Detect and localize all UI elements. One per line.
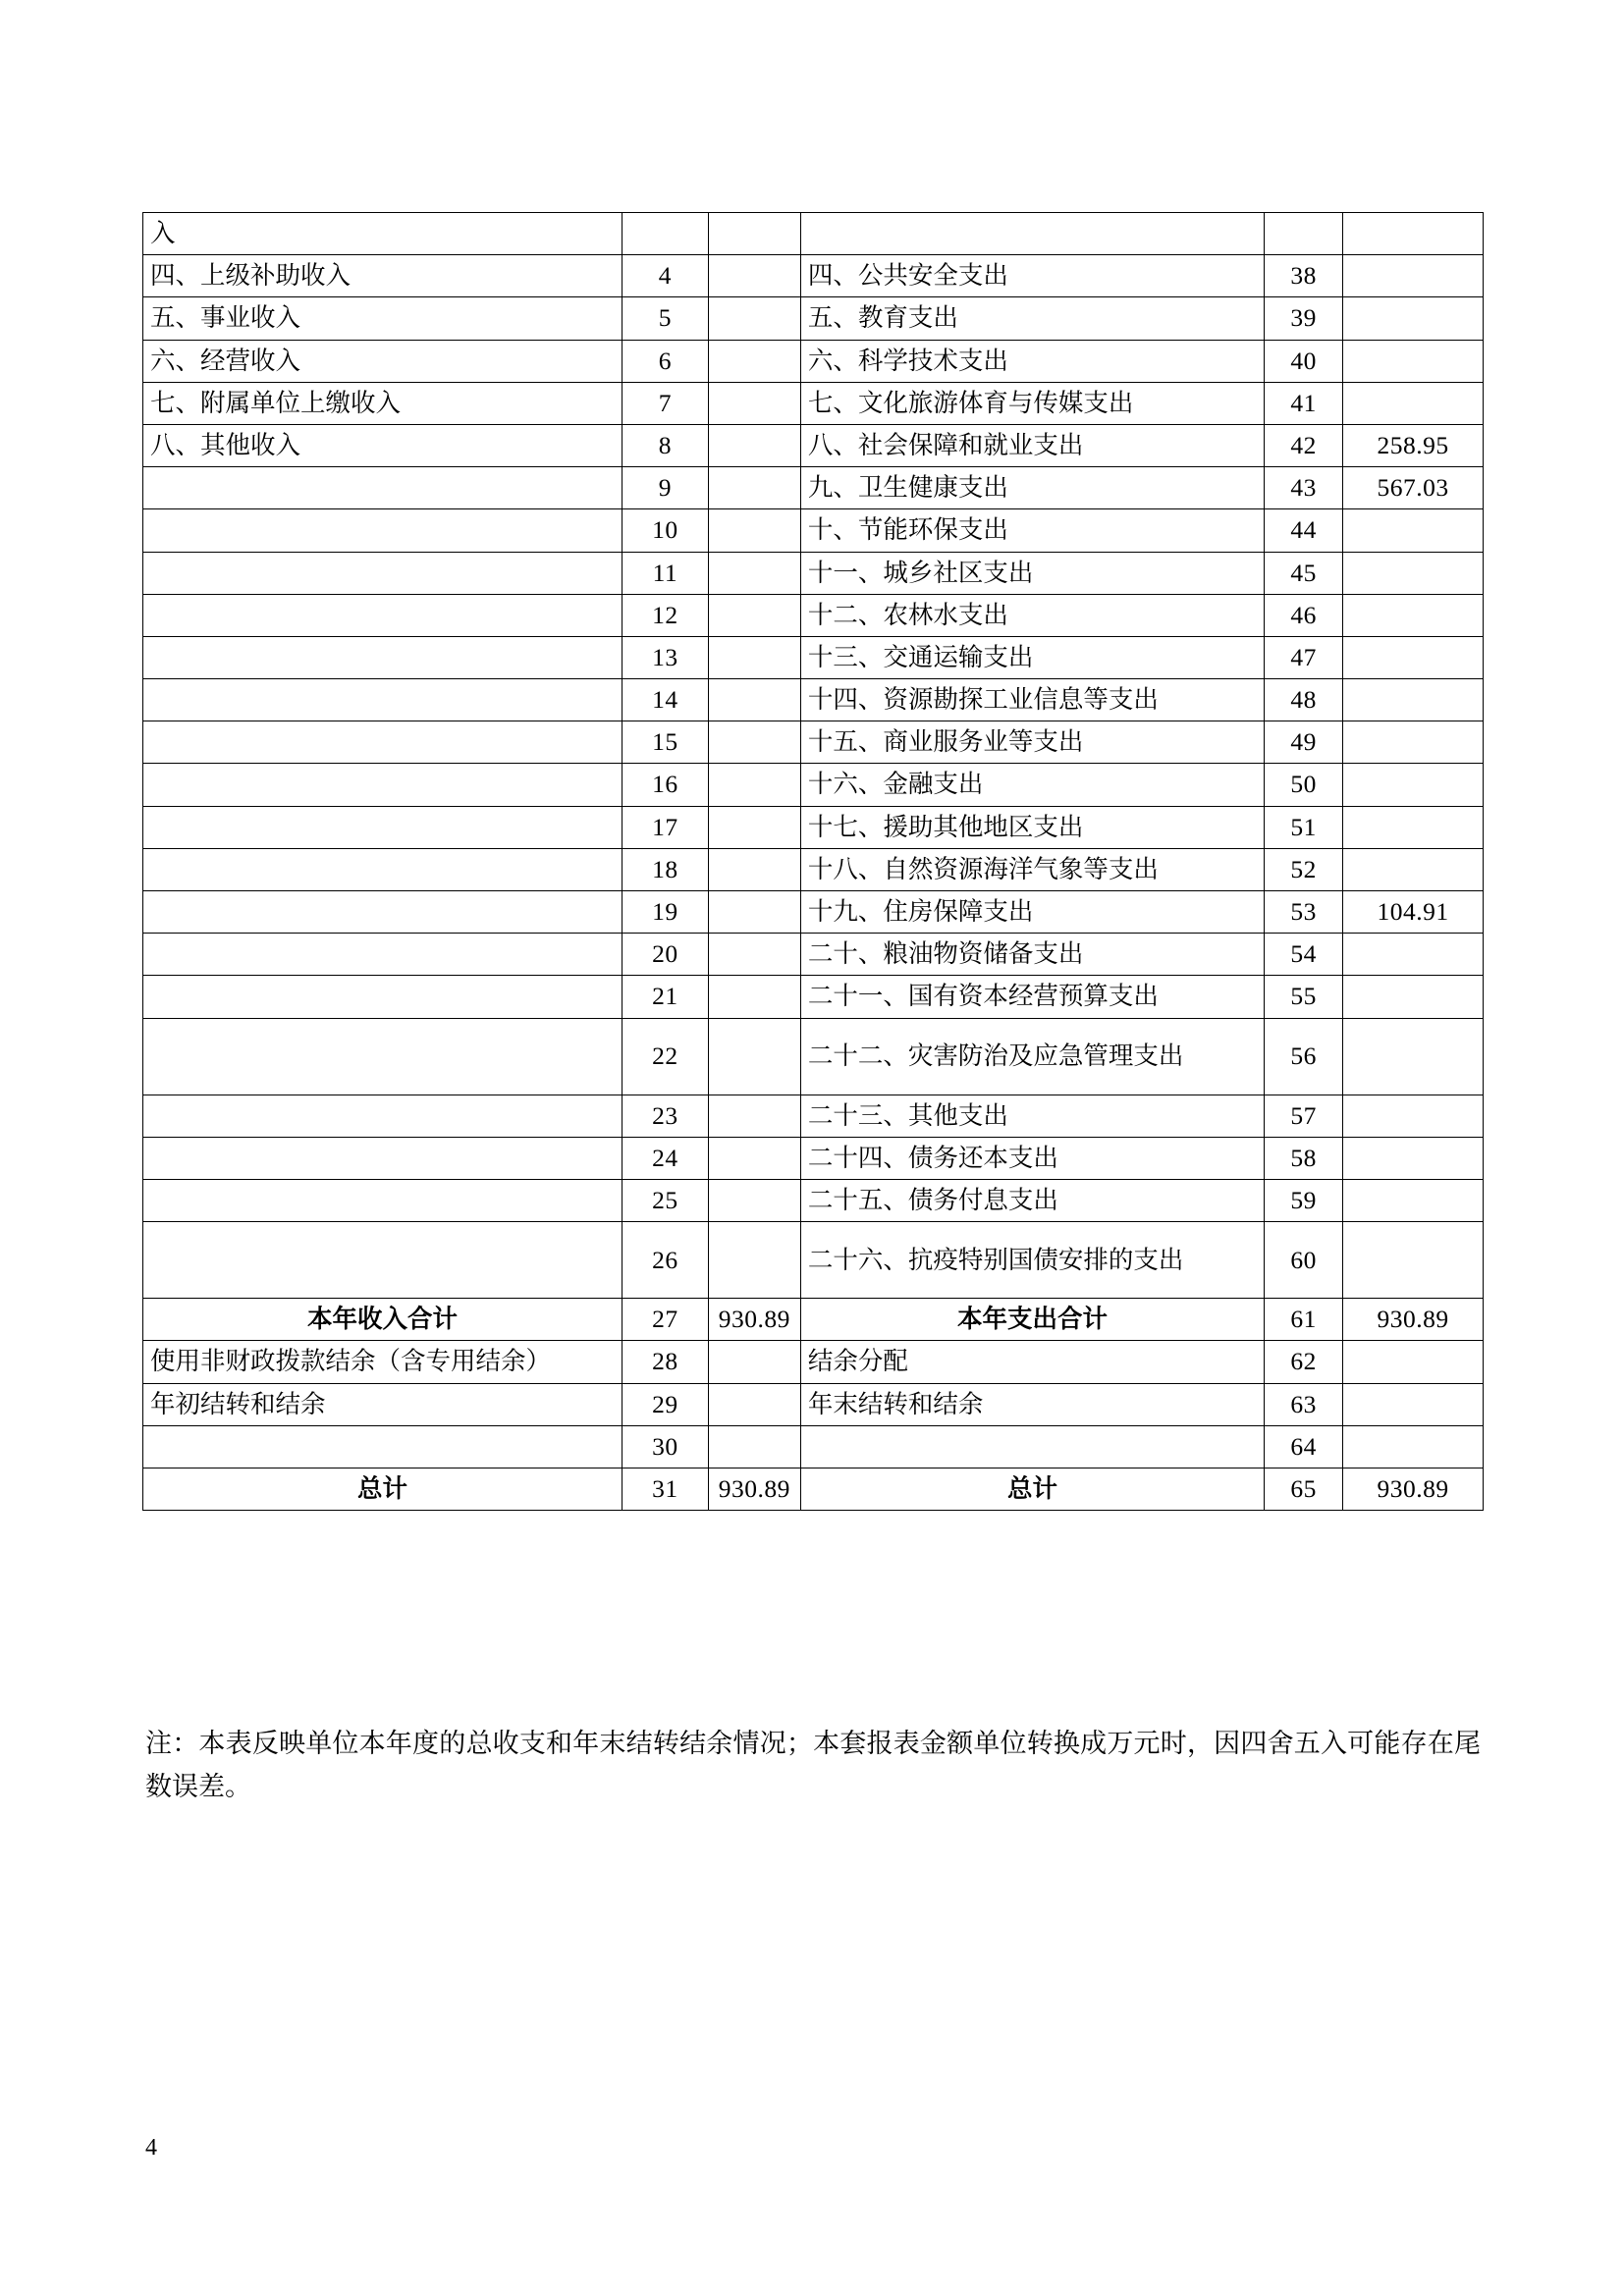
expenditure-row-number: 58 (1265, 1137, 1343, 1179)
expenditure-amount (1343, 382, 1484, 424)
page-number: 4 (145, 2135, 157, 2161)
expenditure-item-label: 总计 (800, 1468, 1264, 1510)
expenditure-row-number: 39 (1265, 297, 1343, 340)
income-amount (708, 1222, 800, 1299)
income-row-number: 17 (622, 806, 708, 848)
income-row-number: 13 (622, 636, 708, 678)
table-row (143, 552, 1484, 594)
expenditure-row-number: 57 (1265, 1095, 1343, 1137)
income-item-label (143, 806, 623, 848)
expenditure-row-number: 50 (1265, 764, 1343, 806)
income-row-number: 10 (622, 509, 708, 552)
expenditure-amount (1343, 340, 1484, 382)
table-row (143, 636, 1484, 678)
expenditure-item-label: 六、科学技术支出 (800, 340, 1264, 382)
expenditure-row-number: 47 (1265, 636, 1343, 678)
expenditure-item-label: 二十三、其他支出 (800, 1095, 1264, 1137)
expenditure-item-label: 十一、城乡社区支出 (800, 552, 1264, 594)
income-amount (708, 1179, 800, 1221)
income-amount (708, 806, 800, 848)
income-item-label (143, 552, 623, 594)
income-amount: 930.89 (708, 1468, 800, 1510)
income-amount (708, 679, 800, 721)
income-amount (708, 1018, 800, 1095)
expenditure-row-number: 45 (1265, 552, 1343, 594)
income-row-number: 26 (622, 1222, 708, 1299)
expenditure-amount (1343, 1137, 1484, 1179)
table-row (143, 1095, 1484, 1137)
expenditure-item-label: 七、文化旅游体育与传媒支出 (800, 382, 1264, 424)
income-amount (708, 1425, 800, 1468)
income-item-label: 五、事业收入 (143, 297, 623, 340)
income-amount (708, 467, 800, 509)
expenditure-row-number: 61 (1265, 1299, 1343, 1341)
table-row (143, 509, 1484, 552)
expenditure-row-number: 55 (1265, 976, 1343, 1018)
expenditure-item-label: 二十二、灾害防治及应急管理支出 (800, 1018, 1264, 1095)
table-row (143, 764, 1484, 806)
expenditure-row-number: 51 (1265, 806, 1343, 848)
expenditure-item-label: 十九、住房保障支出 (800, 891, 1264, 934)
income-row-number (622, 213, 708, 255)
table-row (143, 934, 1484, 976)
expenditure-row-number: 64 (1265, 1425, 1343, 1468)
income-amount (708, 297, 800, 340)
expenditure-amount (1343, 721, 1484, 764)
expenditure-row-number: 46 (1265, 594, 1343, 636)
income-amount (708, 1341, 800, 1383)
income-item-label: 四、上级补助收入 (143, 255, 623, 297)
income-item-label (143, 891, 623, 934)
expenditure-row-number: 63 (1265, 1383, 1343, 1425)
income-row-number: 27 (622, 1299, 708, 1341)
expenditure-item-label: 九、卫生健康支出 (800, 467, 1264, 509)
income-item-label (143, 467, 623, 509)
expenditure-item-label (800, 213, 1264, 255)
income-row-number: 18 (622, 848, 708, 890)
expenditure-amount (1343, 594, 1484, 636)
income-row-number: 15 (622, 721, 708, 764)
expenditure-item-label: 二十五、债务付息支出 (800, 1179, 1264, 1221)
expenditure-amount (1343, 764, 1484, 806)
income-amount: 930.89 (708, 1299, 800, 1341)
table-row (143, 1179, 1484, 1221)
income-amount (708, 509, 800, 552)
table-row (143, 1468, 1484, 1510)
table-row (143, 297, 1484, 340)
table-row (143, 679, 1484, 721)
revenue-expenditure-table (142, 212, 1484, 1511)
expenditure-item-label: 十三、交通运输支出 (800, 636, 1264, 678)
expenditure-row-number: 49 (1265, 721, 1343, 764)
expenditure-amount (1343, 1095, 1484, 1137)
expenditure-row-number: 59 (1265, 1179, 1343, 1221)
expenditure-row-number: 40 (1265, 340, 1343, 382)
income-amount (708, 1095, 800, 1137)
income-amount (708, 1383, 800, 1425)
expenditure-amount (1343, 1383, 1484, 1425)
expenditure-amount (1343, 552, 1484, 594)
expenditure-amount (1343, 255, 1484, 297)
expenditure-amount (1343, 679, 1484, 721)
expenditure-amount (1343, 848, 1484, 890)
income-item-label (143, 934, 623, 976)
expenditure-item-label: 十六、金融支出 (800, 764, 1264, 806)
income-item-label (143, 764, 623, 806)
table-row (143, 1299, 1484, 1341)
table-row (143, 1018, 1484, 1095)
table-row (143, 848, 1484, 890)
expenditure-amount: 104.91 (1343, 891, 1484, 934)
expenditure-item-label: 十、节能环保支出 (800, 509, 1264, 552)
table-row (143, 1222, 1484, 1299)
income-item-label: 六、经营收入 (143, 340, 623, 382)
income-amount (708, 382, 800, 424)
expenditure-row-number: 48 (1265, 679, 1343, 721)
income-row-number: 24 (622, 1137, 708, 1179)
income-item-label (143, 1095, 623, 1137)
income-row-number: 4 (622, 255, 708, 297)
income-item-label: 年初结转和结余 (143, 1383, 623, 1425)
expenditure-row-number: 52 (1265, 848, 1343, 890)
income-row-number: 7 (622, 382, 708, 424)
income-amount (708, 340, 800, 382)
expenditure-item-label: 二十、粮油物资储备支出 (800, 934, 1264, 976)
income-row-number: 23 (622, 1095, 708, 1137)
income-row-number: 12 (622, 594, 708, 636)
income-amount (708, 552, 800, 594)
expenditure-amount (1343, 976, 1484, 1018)
income-row-number: 30 (622, 1425, 708, 1468)
expenditure-row-number (1265, 213, 1343, 255)
expenditure-item-label: 十五、商业服务业等支出 (800, 721, 1264, 764)
expenditure-amount (1343, 1018, 1484, 1095)
expenditure-row-number: 38 (1265, 255, 1343, 297)
expenditure-item-label: 结余分配 (800, 1341, 1264, 1383)
income-row-number: 16 (622, 764, 708, 806)
income-row-number: 25 (622, 1179, 708, 1221)
expenditure-row-number: 65 (1265, 1468, 1343, 1510)
income-amount (708, 976, 800, 1018)
expenditure-item-label (800, 1425, 1264, 1468)
income-item-label: 使用非财政拨款结余（含专用结余） (143, 1341, 623, 1383)
income-row-number: 19 (622, 891, 708, 934)
income-amount (708, 891, 800, 934)
income-amount (708, 934, 800, 976)
income-item-label: 七、附属单位上缴收入 (143, 382, 623, 424)
income-amount (708, 636, 800, 678)
income-item-label (143, 1179, 623, 1221)
income-item-label (143, 721, 623, 764)
income-item-label (143, 1425, 623, 1468)
income-item-label (143, 594, 623, 636)
income-amount (708, 594, 800, 636)
table-row (143, 213, 1484, 255)
income-amount (708, 213, 800, 255)
table-row (143, 255, 1484, 297)
expenditure-item-label: 十二、农林水支出 (800, 594, 1264, 636)
income-amount (708, 424, 800, 466)
expenditure-amount (1343, 1341, 1484, 1383)
expenditure-row-number: 53 (1265, 891, 1343, 934)
expenditure-amount: 930.89 (1343, 1468, 1484, 1510)
income-row-number: 28 (622, 1341, 708, 1383)
income-amount (708, 764, 800, 806)
income-item-label (143, 1018, 623, 1095)
expenditure-row-number: 62 (1265, 1341, 1343, 1383)
income-amount (708, 848, 800, 890)
expenditure-row-number: 60 (1265, 1222, 1343, 1299)
expenditure-amount (1343, 806, 1484, 848)
expenditure-item-label: 四、公共安全支出 (800, 255, 1264, 297)
income-item-label (143, 679, 623, 721)
expenditure-item-label: 二十六、抗疫特别国债安排的支出 (800, 1222, 1264, 1299)
table-row (143, 382, 1484, 424)
expenditure-amount: 930.89 (1343, 1299, 1484, 1341)
expenditure-item-label: 十八、自然资源海洋气象等支出 (800, 848, 1264, 890)
expenditure-amount (1343, 934, 1484, 976)
table-footnote: 注：本表反映单位本年度的总收支和年末结转结余情况；本套报表金额单位转换成万元时，因四舍五入可能存在尾数误差。 (145, 1729, 1481, 1801)
expenditure-amount (1343, 1179, 1484, 1221)
income-item-label: 总计 (143, 1468, 623, 1510)
income-amount (708, 721, 800, 764)
table-row (143, 1137, 1484, 1179)
expenditure-amount (1343, 509, 1484, 552)
expenditure-item-label: 十四、资源勘探工业信息等支出 (800, 679, 1264, 721)
expenditure-item-label: 本年支出合计 (800, 1299, 1264, 1341)
table-row (143, 1341, 1484, 1383)
expenditure-amount (1343, 1222, 1484, 1299)
expenditure-item-label: 年末结转和结余 (800, 1383, 1264, 1425)
table-row (143, 1425, 1484, 1468)
expenditure-item-label: 五、教育支出 (800, 297, 1264, 340)
table-row (143, 340, 1484, 382)
income-item-label (143, 636, 623, 678)
table-row (143, 721, 1484, 764)
income-item-label (143, 509, 623, 552)
expenditure-row-number: 54 (1265, 934, 1343, 976)
expenditure-row-number: 56 (1265, 1018, 1343, 1095)
expenditure-amount: 567.03 (1343, 467, 1484, 509)
income-row-number: 6 (622, 340, 708, 382)
income-row-number: 20 (622, 934, 708, 976)
income-row-number: 14 (622, 679, 708, 721)
expenditure-amount: 258.95 (1343, 424, 1484, 466)
expenditure-amount (1343, 636, 1484, 678)
expenditure-row-number: 42 (1265, 424, 1343, 466)
income-item-label (143, 1137, 623, 1179)
income-item-label (143, 976, 623, 1018)
expenditure-item-label: 十七、援助其他地区支出 (800, 806, 1264, 848)
income-row-number: 21 (622, 976, 708, 1018)
table-body (143, 213, 1484, 1511)
income-row-number: 22 (622, 1018, 708, 1095)
table-row (143, 976, 1484, 1018)
income-item-label: 八、其他收入 (143, 424, 623, 466)
income-item-label: 入 (143, 213, 623, 255)
income-row-number: 31 (622, 1468, 708, 1510)
income-item-label: 本年收入合计 (143, 1299, 623, 1341)
income-row-number: 9 (622, 467, 708, 509)
expenditure-item-label: 八、社会保障和就业支出 (800, 424, 1264, 466)
expenditure-row-number: 41 (1265, 382, 1343, 424)
table-row (143, 424, 1484, 466)
income-row-number: 5 (622, 297, 708, 340)
income-item-label (143, 1222, 623, 1299)
income-item-label (143, 848, 623, 890)
table-row (143, 891, 1484, 934)
table-row (143, 467, 1484, 509)
table-row (143, 1383, 1484, 1425)
expenditure-amount (1343, 1425, 1484, 1468)
expenditure-item-label: 二十一、国有资本经营预算支出 (800, 976, 1264, 1018)
expenditure-item-label: 二十四、债务还本支出 (800, 1137, 1264, 1179)
income-row-number: 8 (622, 424, 708, 466)
expenditure-row-number: 44 (1265, 509, 1343, 552)
table-row (143, 594, 1484, 636)
income-amount (708, 255, 800, 297)
table-row (143, 806, 1484, 848)
income-row-number: 11 (622, 552, 708, 594)
expenditure-row-number: 43 (1265, 467, 1343, 509)
expenditure-amount (1343, 213, 1484, 255)
expenditure-amount (1343, 297, 1484, 340)
income-row-number: 29 (622, 1383, 708, 1425)
income-amount (708, 1137, 800, 1179)
